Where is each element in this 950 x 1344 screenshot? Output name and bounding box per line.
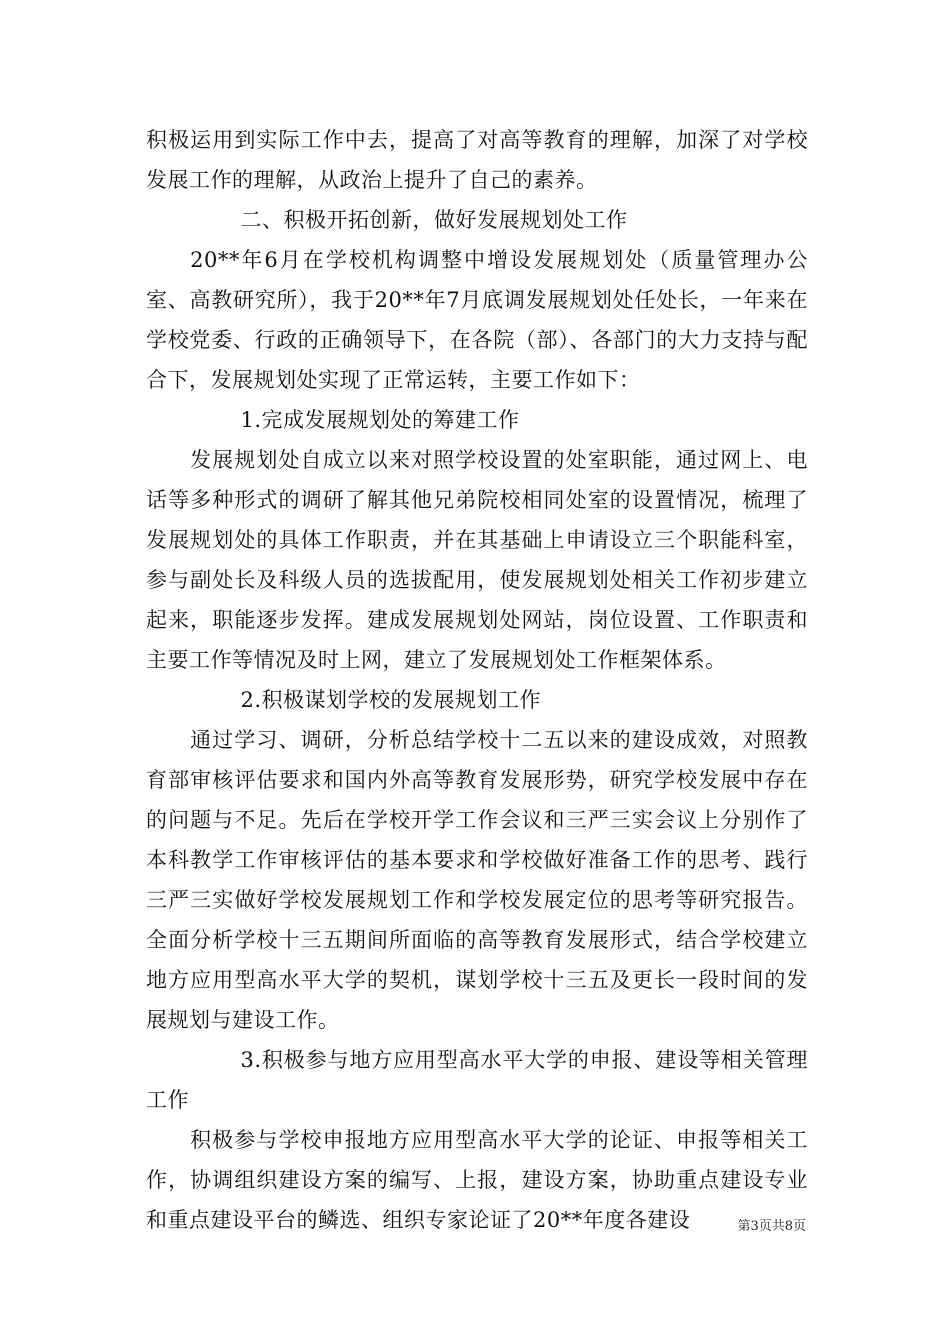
subsection-heading: 2.积极谋划学校的发展规划工作 xyxy=(240,688,542,712)
body-paragraph: 发展规划处自成立以来对照学校设置的处室职能，通过网上、电话等多种形式的调研了解其他兄弟院校相同处室的设置情况，梳理了发展规划处的具体工作职责，并在其基础上申请设立三个职能科室，参与副处长及科级人员的选拔配用，使发展规划处相关工作初步建立起来，职能逐步发挥。建成发展规划处网站，岗位设置、工作职责和主要工作等情况及时上网，建立了发展规划处工作框架体系。 xyxy=(146,448,808,672)
body-paragraph: 通过学习、调研，分析总结学校十二五以来的建设成效，对照教育部审核评估要求和国内外高等教育发展形势，研究学校发展中存在的问题与不足。先后在学校开学工作会议和三严三实会议上分别作了本科教学工作审核评估的基本要求和学校做好准备工作的思考、践行三严三实做好学校发展规划工作和学校发展定位的思考等研究报告。全面分析学校十三五期间所面临的高等教育发展形式，结合学校建立地方应用型高水平大学的契机，谋划学校十三五及更长一段时间的发展规划与建设工作。 xyxy=(146,728,808,1032)
body-paragraph: 积极参与学校申报地方应用型高水平大学的论证、申报等相关工作，协调组织建设方案的编写、上报，建设方案，协助重点建设专业和重点建设平台的鳞选、组织专家论证了20**年度各建设 xyxy=(146,1128,808,1232)
subsection-heading: 3.积极参与地方应用型高水平大学的申报、建设等相关管理工作 xyxy=(146,1048,808,1112)
subsection-heading: 1.完成发展规划处的筹建工作 xyxy=(240,408,520,432)
page-number: 第3页共8页 xyxy=(737,1219,806,1234)
document-body xyxy=(146,120,808,1240)
section-heading: 二、积极开拓创新，做好发展规划处工作 xyxy=(240,208,628,232)
body-paragraph: 20**年6月在学校机构调整中增设发展规划处（质量管理办公室、高教研究所），我于20**年7月底调发展规划处任处长，一年来在学校党委、行政的正确领导下，在各院（部）、各部门的大力支持与配合下，发展规划处实现了正常运转，主要工作如下： xyxy=(146,248,808,392)
paragraph-continuation: 积极运用到实际工作中去，提高了对高等教育的理解，加深了对学校发展工作的理解，从政治上提升了自己的素养。 xyxy=(146,128,808,192)
